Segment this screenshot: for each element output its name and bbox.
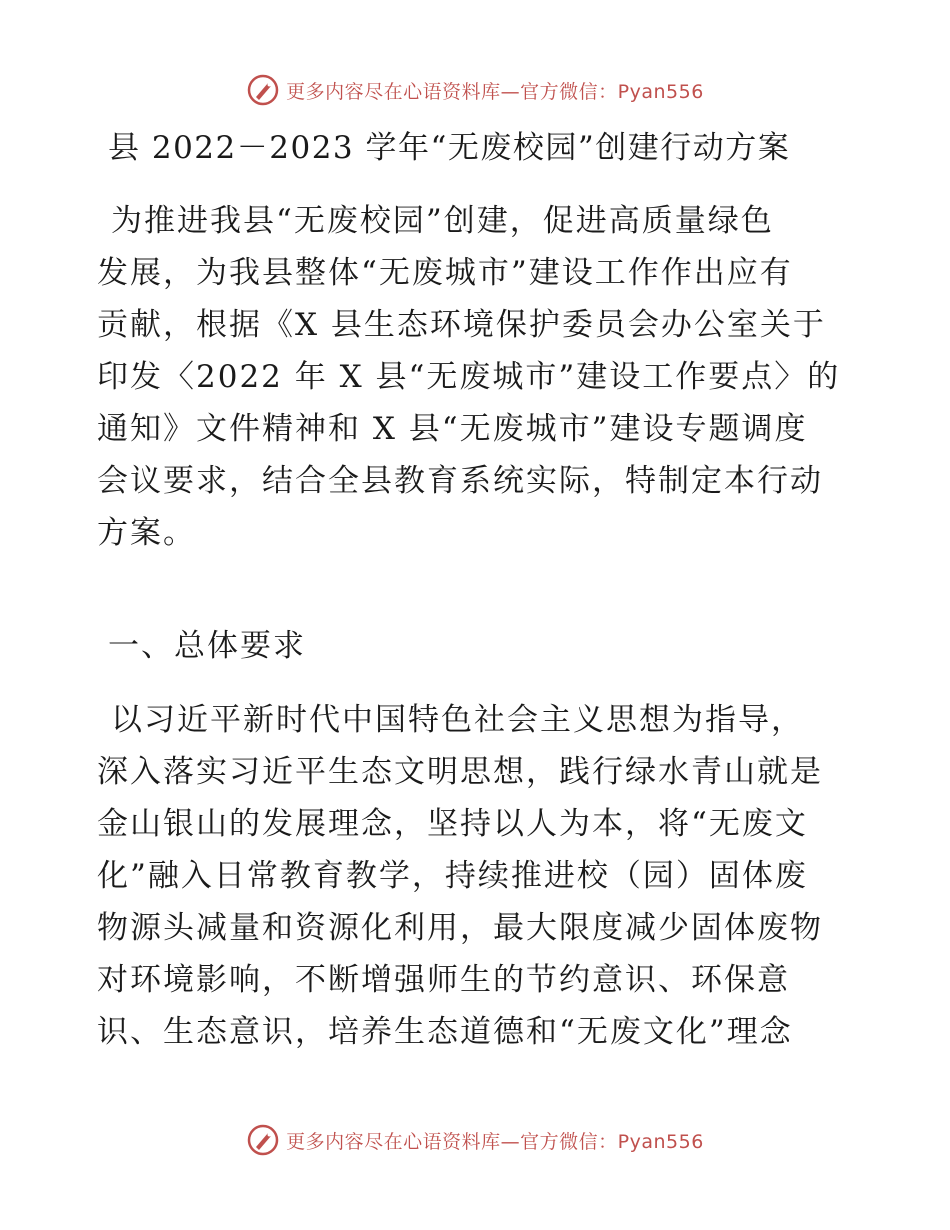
paragraph-line: 方案。 [97, 515, 196, 551]
paragraph-line: 发展，为我县整体“无废城市”建设工作作出应有 [97, 255, 793, 291]
paragraph-line: 以习近平新时代中国特色社会主义思想为指导， [111, 702, 804, 738]
paragraph-line: 为推进我县“无废校园”创建，促进高质量绿色 [111, 203, 774, 239]
watermark-banner-bottom [0, 1120, 950, 1160]
paragraph-line: 对环境影响，不断增强师生的节约意识、环保意 [97, 962, 790, 998]
paragraph-line: 印发〈2022 年 X 县“无废城市”建设工作要点〉的 [97, 359, 841, 395]
document-title: 县 2022－2023 学年“无废校园”创建行动方案 [108, 130, 791, 166]
section-paragraph [97, 694, 857, 1058]
pen-nib-icon [246, 1123, 280, 1157]
paragraph-line: 会议要求，结合全县教育系统实际，特制定本行动 [97, 463, 823, 499]
paragraph-line: 通知》文件精神和 X 县“无废城市”建设专题调度 [97, 411, 808, 447]
watermark-banner-top [0, 70, 950, 110]
paragraph-line: 识、生态意识，培养生态道德和“无废文化”理念 [97, 1014, 793, 1050]
intro-paragraph [97, 195, 857, 559]
paragraph-line: 物源头减量和资源化利用，最大限度减少固体废物 [97, 910, 823, 946]
paragraph-line: 贡献，根据《X 县生态环境保护委员会办公室关于 [97, 307, 826, 343]
paragraph-line: 化”融入日常教育教学，持续推进校（园）固体废 [97, 858, 808, 894]
watermark-text: 更多内容尽在心语资料库—官方微信：Pyan556 [286, 80, 704, 103]
pen-nib-icon [246, 73, 280, 107]
paragraph-line: 金山银山的发展理念，坚持以人为本，将“无废文 [97, 806, 808, 842]
watermark-text: 更多内容尽在心语资料库—官方微信：Pyan556 [286, 1130, 704, 1153]
section-heading: 一、总体要求 [108, 628, 306, 664]
paragraph-line: 深入落实习近平生态文明思想，践行绿水青山就是 [97, 754, 823, 790]
